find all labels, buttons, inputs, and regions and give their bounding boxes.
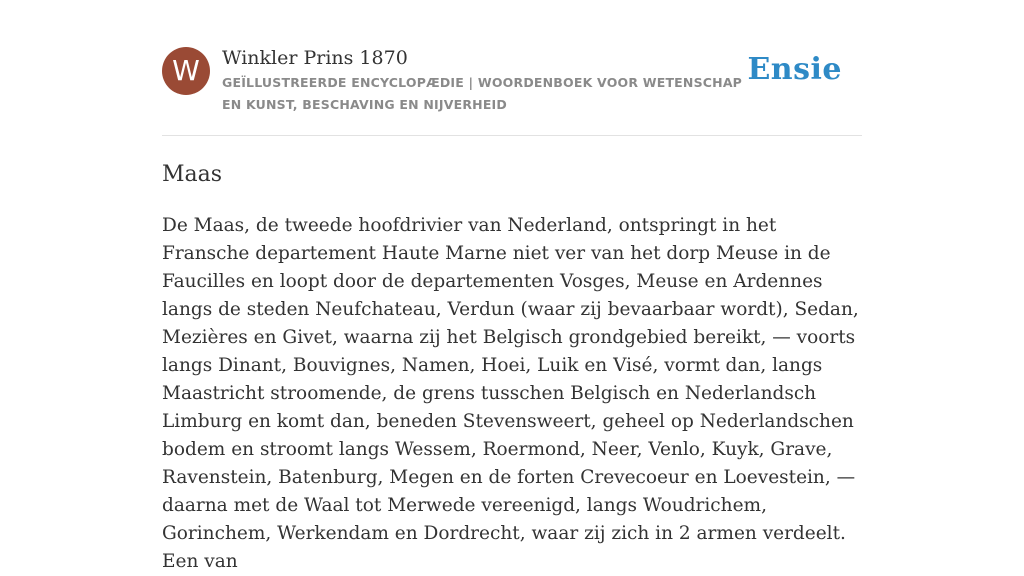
header-divider (162, 135, 862, 136)
source-header (162, 46, 862, 136)
source-subtitle: GEÏLLUSTREERDE ENCYCLOPÆDIE | WOORDENBOEK VOOR WETENSCHAP EN KUNST, BESCHAVING EN NIJVERHEID (222, 75, 743, 112)
ensie-logo[interactable]: Ensie (747, 52, 842, 87)
source-title[interactable]: Winkler Prins 1870 (222, 47, 408, 69)
source-avatar[interactable]: W (162, 47, 210, 95)
entry-body: De Maas, de tweede hoofdrivier van Nederland, ontspringt in het Fransche departement Haute Marne niet ver van het dorp Meuse in de Faucilles en loopt door de departementen Vosges, Meuse en Ardennes langs de steden Neufchateau, Verdun (waar zij bevaarbaar wordt), Sedan, Mezières en Givet, waarna zij het Belgisch grondgebied bereikt, — voorts langs Dinant, Bouvignes, Namen, Hoei, Luik en Visé, vormt dan, langs Maastricht stroomende, de grens tusschen Belgisch en Nederlandsch Limburg en komt dan, beneden Stevensweert, geheel op Nederlandschen bodem en stroomt langs Wessem, Roermond, Neer, Venlo, Kuyk, Grave, Ravenstein, Batenburg, Megen en de forten Crevecoeur en Loevestein, — daarna met de Waal tot Merwede vereenigd, langs Woudrichem, Gorinchem, Werkendam en Dordrecht, waar zij zich in 2 armen verdeelt. Een van (162, 215, 859, 572)
entry-title: Maas (162, 162, 223, 187)
